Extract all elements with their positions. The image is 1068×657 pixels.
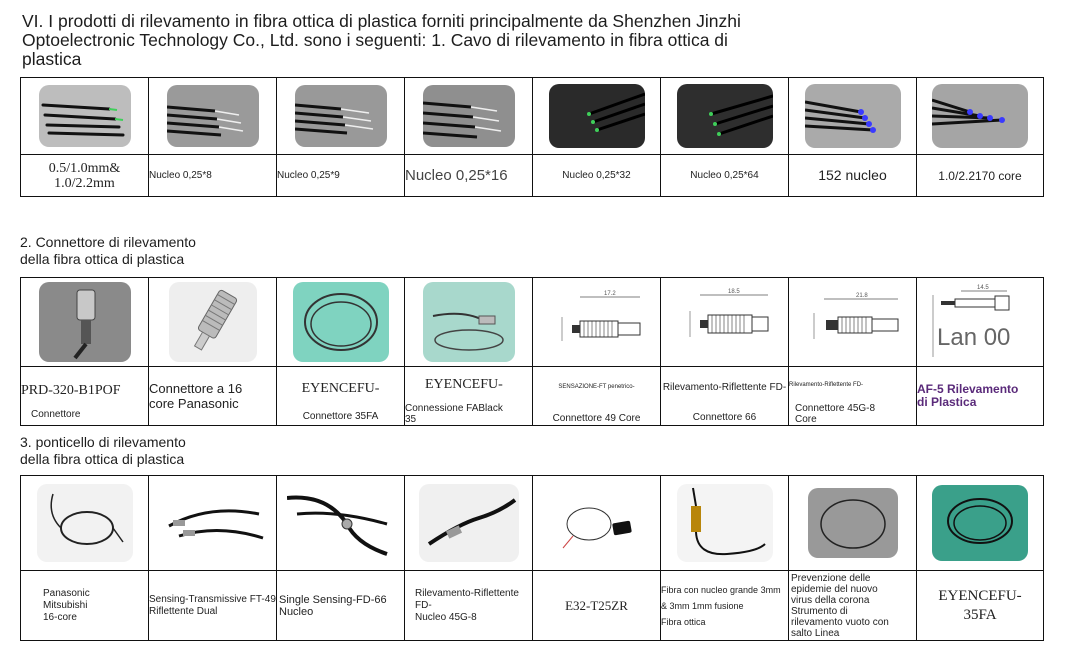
dimension-label: 21.8 — [855, 292, 868, 299]
jumper-label: Single Sensing-FD-66 Nucleo — [277, 571, 405, 641]
cable-photo — [295, 85, 387, 147]
jumper-photo — [677, 484, 773, 562]
cable-table — [20, 77, 1044, 197]
cable-image-cell — [149, 78, 277, 155]
connector-drawing — [670, 285, 780, 355]
jumper-image-cell — [789, 476, 917, 571]
section-title-connectors: 2. Connettore di rilevamento della fibra ottica di plastica — [20, 234, 196, 267]
cable-photo — [805, 84, 901, 148]
connector-label: SENSAZIONE-FT penetrico- Connettore 49 Core — [533, 367, 661, 426]
intro-text: VI. I prodotti di rilevamento in fibra ottica di plastica forniti principalmente da Shenzhen Jinzhi Optoelectronic Technology Co., Ltd. sono i seguenti: 1. Cavo di rilevamento in fibra ottica di plastica — [22, 11, 741, 69]
cable-label: Nucleo 0,25*64 — [661, 155, 789, 197]
connector-label: EYENCEFU- Connettore 35FA — [277, 367, 405, 426]
jumper-label: EYENCEFU- 35FA — [917, 571, 1044, 641]
drawing-caption: Lan 00 — [937, 323, 1011, 351]
dimension-label: 17.2 — [603, 290, 616, 297]
connector-image-cell — [405, 278, 533, 367]
cable-image-cell — [789, 78, 917, 155]
connector-photo — [39, 282, 131, 362]
jumper-image-cell — [405, 476, 533, 571]
connector-label: Connettore a 16 core Panasonic — [149, 367, 277, 426]
connector-image-cell — [277, 278, 405, 367]
jumper-image-cell — [661, 476, 789, 571]
cable-photo — [549, 84, 645, 148]
jumper-photo — [419, 484, 519, 562]
cable-label: 152 nucleo — [789, 155, 917, 197]
connector-photo — [169, 282, 257, 362]
jumper-photo — [159, 484, 267, 562]
connector-label: AF-5 Rilevamento di Plastica — [917, 367, 1044, 426]
dimension-label: 18.5 — [727, 288, 740, 295]
jumper-image-cell — [277, 476, 405, 571]
jumper-photo — [932, 485, 1028, 561]
jumper-label: Fibra con nucleo grande 3mm & 3mm 1mm fusione Fibra ottica — [661, 571, 789, 641]
connector-label: Rilevamento-Riflettente FD- Connettore 66 — [661, 367, 789, 426]
jumper-image-cell — [533, 476, 661, 571]
cable-image-cell — [661, 78, 789, 155]
jumper-image-cell — [149, 476, 277, 571]
connector-table — [20, 277, 1044, 426]
connector-image-cell — [21, 278, 149, 367]
cable-label: Nucleo 0,25*16 — [405, 155, 533, 197]
section-title-jumpers: 3. ponticello di rilevamento della fibra ottica di plastica — [20, 434, 186, 467]
cable-photo — [167, 85, 259, 147]
cable-label: Nucleo 0,25*32 — [533, 155, 661, 197]
cable-photo — [39, 85, 131, 147]
jumper-label: Prevenzione delle epidemie del nuovo virus della corona Strumento di rilevamento vuoto con salto Linea — [789, 571, 917, 641]
jumper-image-cell — [21, 476, 149, 571]
cable-image-cell — [405, 78, 533, 155]
jumper-photo — [37, 484, 133, 562]
connector-image-cell — [149, 278, 277, 367]
cable-image-cell — [917, 78, 1044, 155]
cable-image-cell — [21, 78, 149, 155]
connector-label: PRD-320-B1POF Connettore — [21, 367, 149, 426]
cable-photo — [423, 85, 515, 147]
cable-image-cell — [277, 78, 405, 155]
connector-drawing-cell — [533, 278, 661, 367]
connector-drawing-cell — [661, 278, 789, 367]
jumper-photo — [287, 484, 395, 562]
connector-drawing-cell — [789, 278, 917, 367]
connector-photo — [293, 282, 389, 362]
cable-label: Nucleo 0,25*9 — [277, 155, 405, 197]
cable-label: Nucleo 0,25*8 — [149, 155, 277, 197]
jumper-label: Panasonic Mitsubishi 16-core — [21, 571, 149, 641]
cable-image-cell — [533, 78, 661, 155]
jumper-photo — [553, 488, 641, 558]
connector-drawing — [542, 285, 652, 355]
connector-drawing — [798, 285, 908, 355]
connector-drawing — [921, 281, 1039, 359]
jumper-photo — [808, 488, 898, 558]
jumper-image-cell — [917, 476, 1044, 571]
cable-label: 0.5/1.0mm& 1.0/2.2mm — [21, 155, 149, 197]
cable-photo — [932, 84, 1028, 148]
cable-label: 1.0/2.2170 core — [917, 155, 1044, 197]
dimension-label: 14.5 — [977, 284, 989, 291]
jumper-label: Sensing-Transmissive FT-49 Riflettente Dual — [149, 571, 277, 641]
jumper-label: Rilevamento-Riflettente FD- Nucleo 45G-8 — [405, 571, 533, 641]
jumper-label: E32-T25ZR — [533, 571, 661, 641]
connector-label: Rilevamento-Riflettente FD- Connettore 45G-8 Core — [789, 367, 917, 426]
connector-photo — [423, 282, 515, 362]
cable-photo — [677, 84, 773, 148]
connector-drawing-cell — [917, 278, 1044, 367]
jumper-table — [20, 475, 1044, 641]
connector-label: EYENCEFU- Connessione FABlack 35 — [405, 367, 533, 426]
